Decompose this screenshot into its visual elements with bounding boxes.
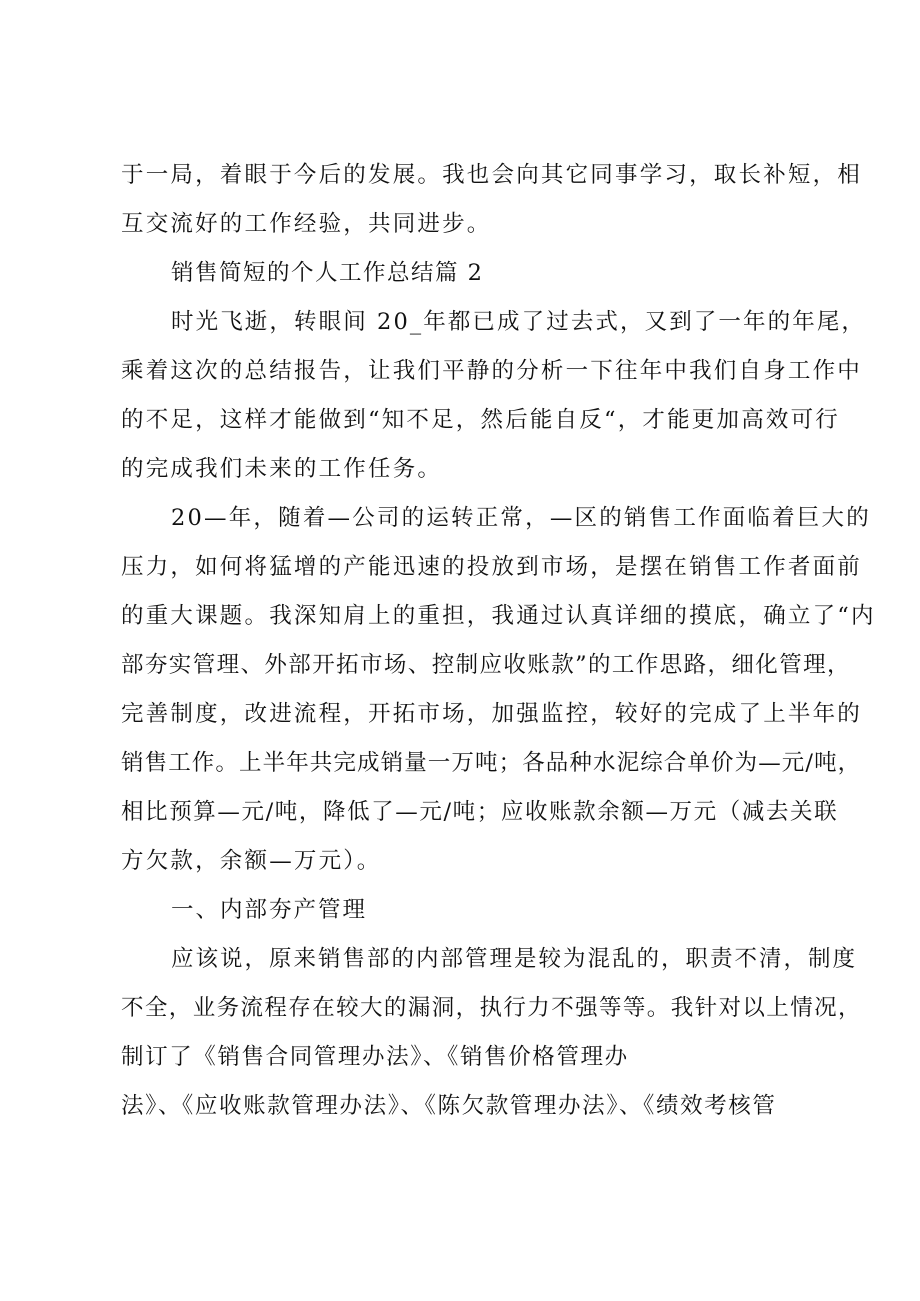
text-line-9: 压力，如何将猛增的产能迅速的投放到市场，是摆在销售工作者面前: [121, 554, 863, 580]
text-line-7: 的完成我们未来的工作任务。: [121, 456, 443, 482]
text-line-2: 互交流好的工作经验，共同进步。: [121, 211, 492, 237]
text-line-13: 销售工作。上半年共完成销量一万吨；各品种水泥综合单价为—元/吨，: [121, 750, 862, 776]
text-line-1: 于一局，着眼于今后的发展。我也会向其它同事学习，取长补短，相: [121, 162, 863, 188]
text-line-5: 乘着这次的总结报告，让我们平静的分析一下往年中我们自身工作中: [121, 358, 863, 384]
text-line-6: 的不足，这样才能做到“知不足，然后能自反“，才能更加高效可行: [121, 407, 841, 433]
text-line-12: 完善制度，改进流程，开拓市场，加强监控，较好的完成了上半年的: [121, 701, 863, 727]
subsection-heading: 一、内部夯产管理: [171, 897, 368, 923]
text-line-11: 部夯实管理、外部开拓市场、控制应收账款”的工作思路，细化管理，: [121, 652, 851, 678]
text-line-8: 20—年，随着—公司的运转正常，—区的销售工作面临着巨大的: [171, 505, 871, 531]
text-line-4: 时光飞逝，转眼间 20_年都已成了过去式，又到了一年的年尾，: [171, 309, 867, 335]
text-line-14: 相比预算—元/吨，降低了—元/吨；应收账款余额—万元（减去关联: [121, 799, 839, 825]
section-heading: 销售简短的个人工作总结篇 2: [171, 260, 484, 286]
text-line-10: 的重大课题。我深知肩上的重担，我通过认真详细的摸底，确立了“内: [121, 603, 876, 629]
text-line-18: 不全，业务流程存在较大的漏洞，执行力不强等等。我针对以上情况，: [121, 995, 862, 1021]
text-line-15: 方欠款，余额—万元）。: [121, 848, 382, 874]
text-line-20: 法》、《应收账款管理办法》、《陈欠款管理办法》、《绩效考核管: [121, 1093, 777, 1119]
text-line-17: 应该说，原来销售部的内部管理是较为混乱的，职责不清，制度: [171, 946, 858, 972]
text-line-19: 制订了《销售合同管理办法》、《销售价格管理办: [121, 1044, 629, 1070]
